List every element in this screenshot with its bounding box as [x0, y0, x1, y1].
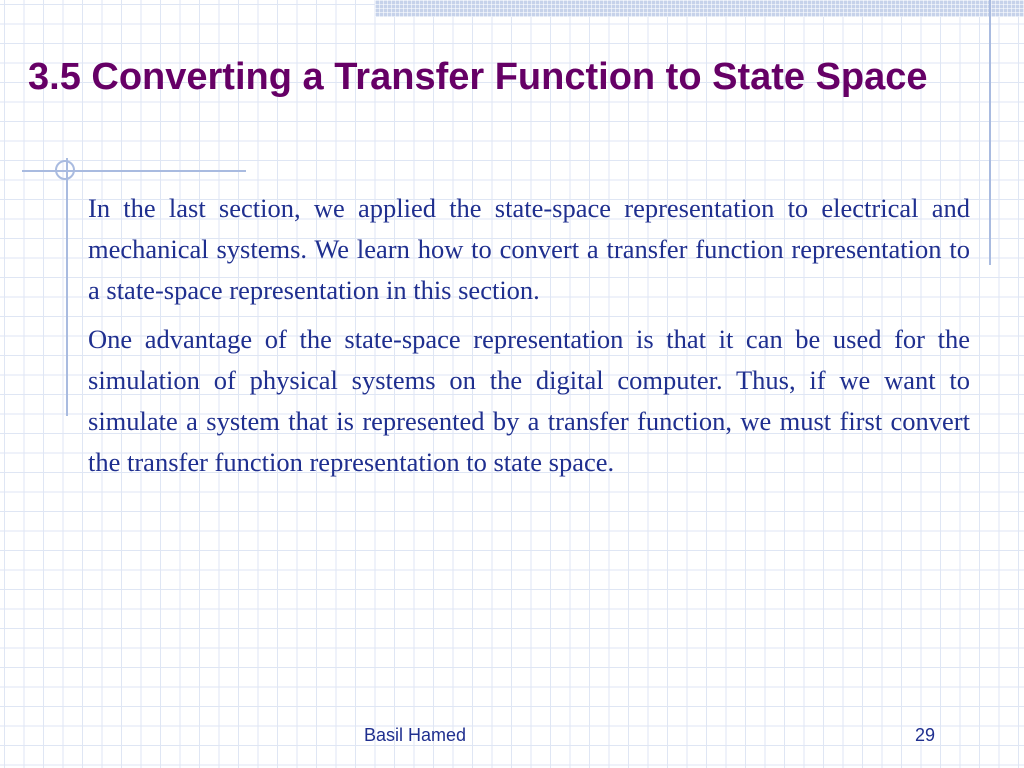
footer-author: Basil Hamed [363, 725, 467, 745]
circle-ornament-icon [55, 160, 75, 180]
top-decorative-band [375, 0, 1024, 17]
left-decorative-rule [66, 158, 68, 416]
page-number: 29 [914, 725, 936, 745]
body-paragraph-2: One advantage of the state-space representation is that it can be used for the simulation of physical systems on the digital computer. Thus, if we want to simulate a system that is represented by a transfer function, we must first convert the transfer function representation to state space. [88, 324, 970, 477]
right-decorative-rule [989, 0, 991, 265]
slide-body [88, 188, 970, 491]
slide-title: 3.5 Converting a Transfer Function to State Space [28, 56, 928, 98]
body-paragraph-1: In the last section, we applied the state-space representation to electrical and mechanical systems. We learn how to convert a transfer function representation to a state-space representation in this section. [88, 193, 970, 305]
